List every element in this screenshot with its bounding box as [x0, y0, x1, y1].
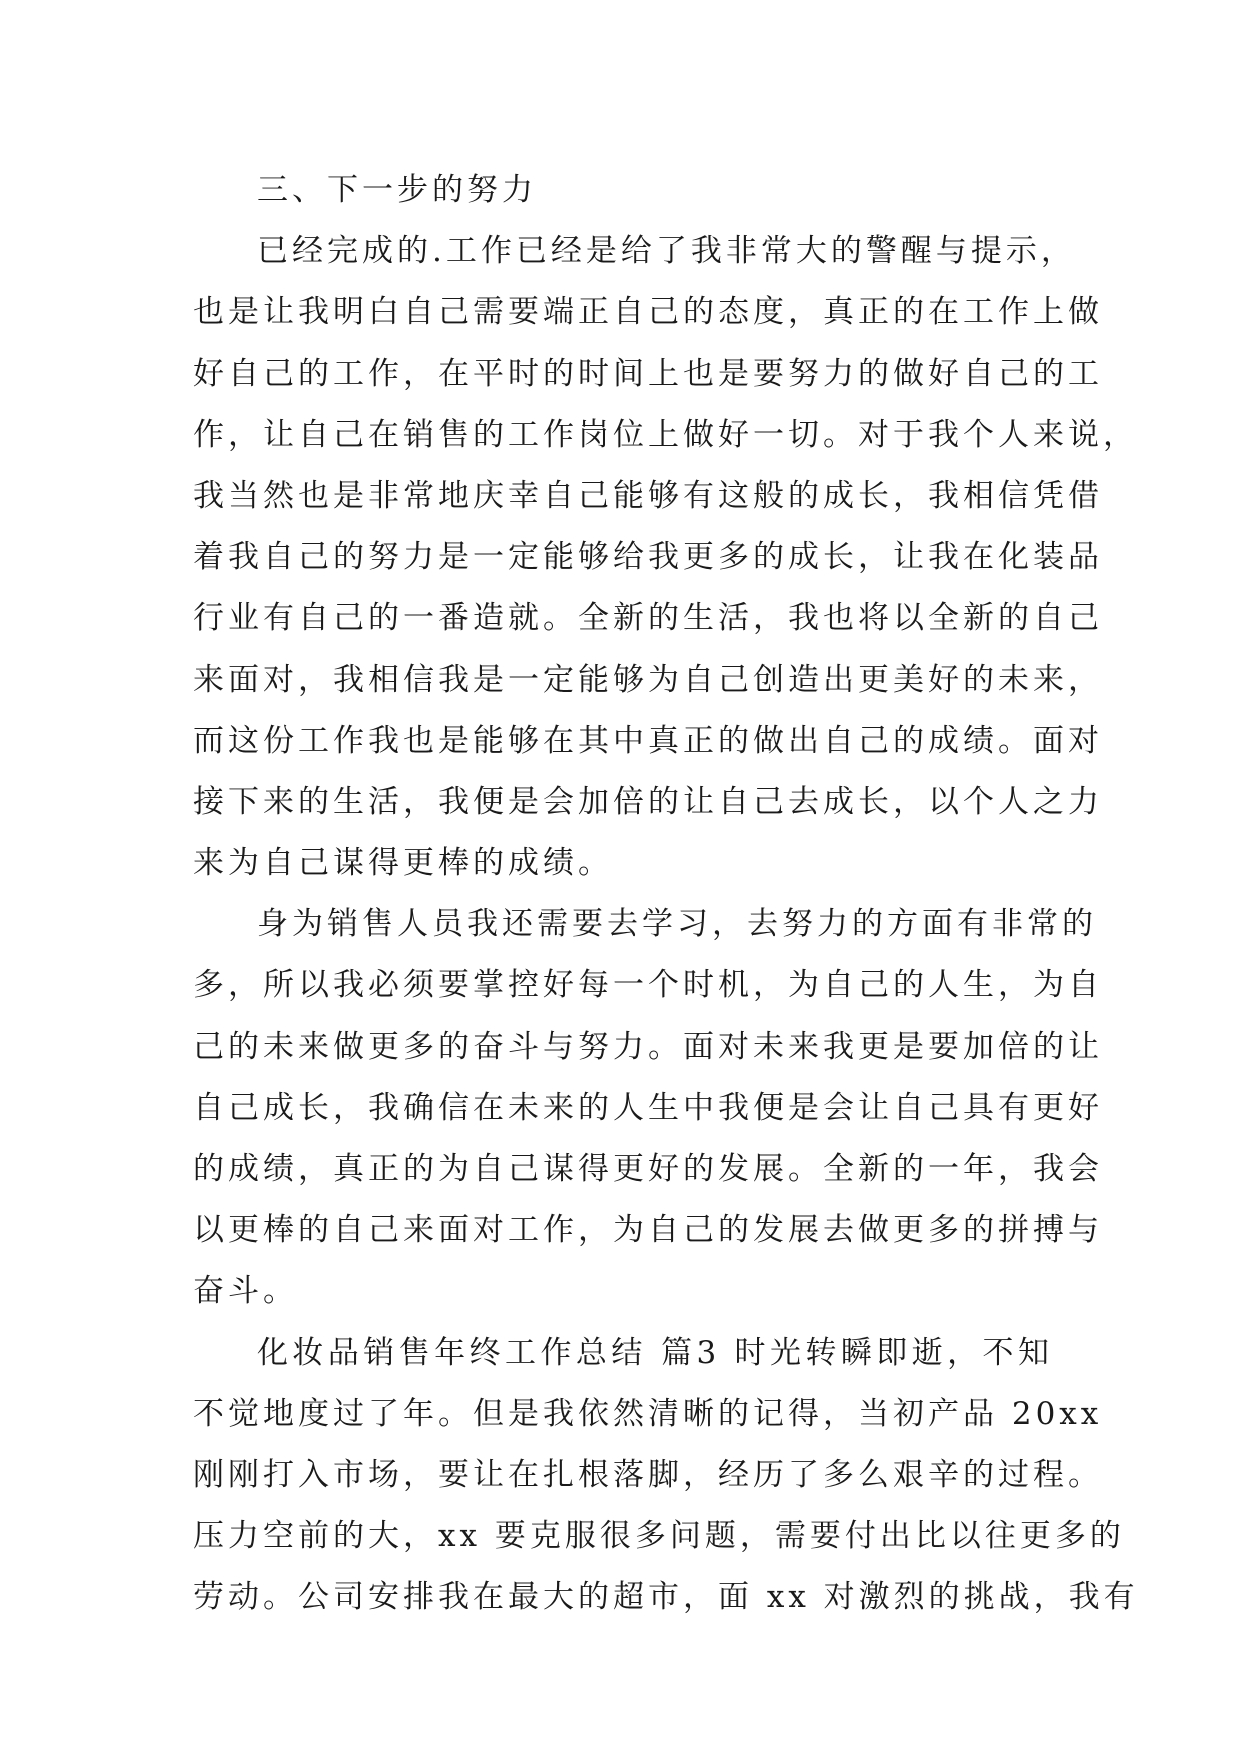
text-line: 着我自己的努力是一定能够给我更多的成长，让我在化装品	[193, 539, 1103, 576]
text-line: 己的未来做更多的奋斗与努力。面对未来我更是要加倍的让	[193, 1028, 1103, 1065]
text-line: 化妆品销售年终工作总结 篇3 时光转瞬即逝，不知	[257, 1334, 1053, 1371]
text-line: 的成绩，真正的为自己谋得更好的发展。全新的一年，我会	[193, 1151, 1103, 1187]
text-line: 劳动。公司安排我在最大的超市，面 xx 对激烈的挑战，我有	[193, 1579, 1139, 1616]
text-line: 接下来的生活，我便是会加倍的让自己去成长，以个人之力	[193, 783, 1103, 820]
text-line: 来为自己谋得更棒的成绩。	[193, 845, 613, 882]
section-heading: 三、下一步的努力	[257, 172, 537, 208]
document-body	[193, 160, 1139, 1629]
text-line: 奋斗。	[193, 1273, 298, 1310]
text-line: 来面对，我相信我是一定能够为自己创造出更美好的未来，	[193, 661, 1103, 698]
text-line: 刚刚打入市场，要让在扎根落脚，经历了多么艰辛的过程。	[193, 1456, 1103, 1493]
text-line: 行业有自己的一番造就。全新的生活，我也将以全新的自己	[193, 600, 1103, 637]
text-line: 好自己的工作，在平时的时间上也是要努力的做好自己的工	[193, 355, 1103, 392]
text-line: 身为销售人员我还需要去学习，去努力的方面有非常的	[257, 906, 1097, 943]
text-line: 已经完成的.工作已经是给了我非常大的警醒与提示，	[257, 233, 1076, 270]
paragraph-2	[193, 894, 1103, 1322]
text-line: 我当然也是非常地庆幸自己能够有这般的成长，我相信凭借	[193, 477, 1103, 514]
text-line: 自己成长，我确信在未来的人生中我便是会让自己具有更好	[193, 1089, 1103, 1126]
text-line: 也是让我明白自己需要端正自己的态度，真正的在工作上做	[193, 294, 1103, 331]
text-line: 作，让自己在销售的工作岗位上做好一切。对于我个人来说，	[193, 416, 1138, 453]
text-line: 不觉地度过了年。但是我依然清晰的记得，当初产品 20xx	[193, 1395, 1103, 1432]
paragraph-1	[193, 221, 1138, 894]
text-line: 而这份工作我也是能够在其中真正的做出自己的成绩。面对	[193, 722, 1103, 759]
text-line: 多，所以我必须要掌控好每一个时机，为自己的人生，为自	[193, 967, 1103, 1004]
paragraph-3	[193, 1323, 1139, 1629]
text-line: 压力空前的大，xx 要克服很多问题，需要付出比以往更多的	[193, 1518, 1125, 1555]
text-line: 以更棒的自己来面对工作，为自己的发展去做更多的拼搏与	[193, 1212, 1103, 1249]
